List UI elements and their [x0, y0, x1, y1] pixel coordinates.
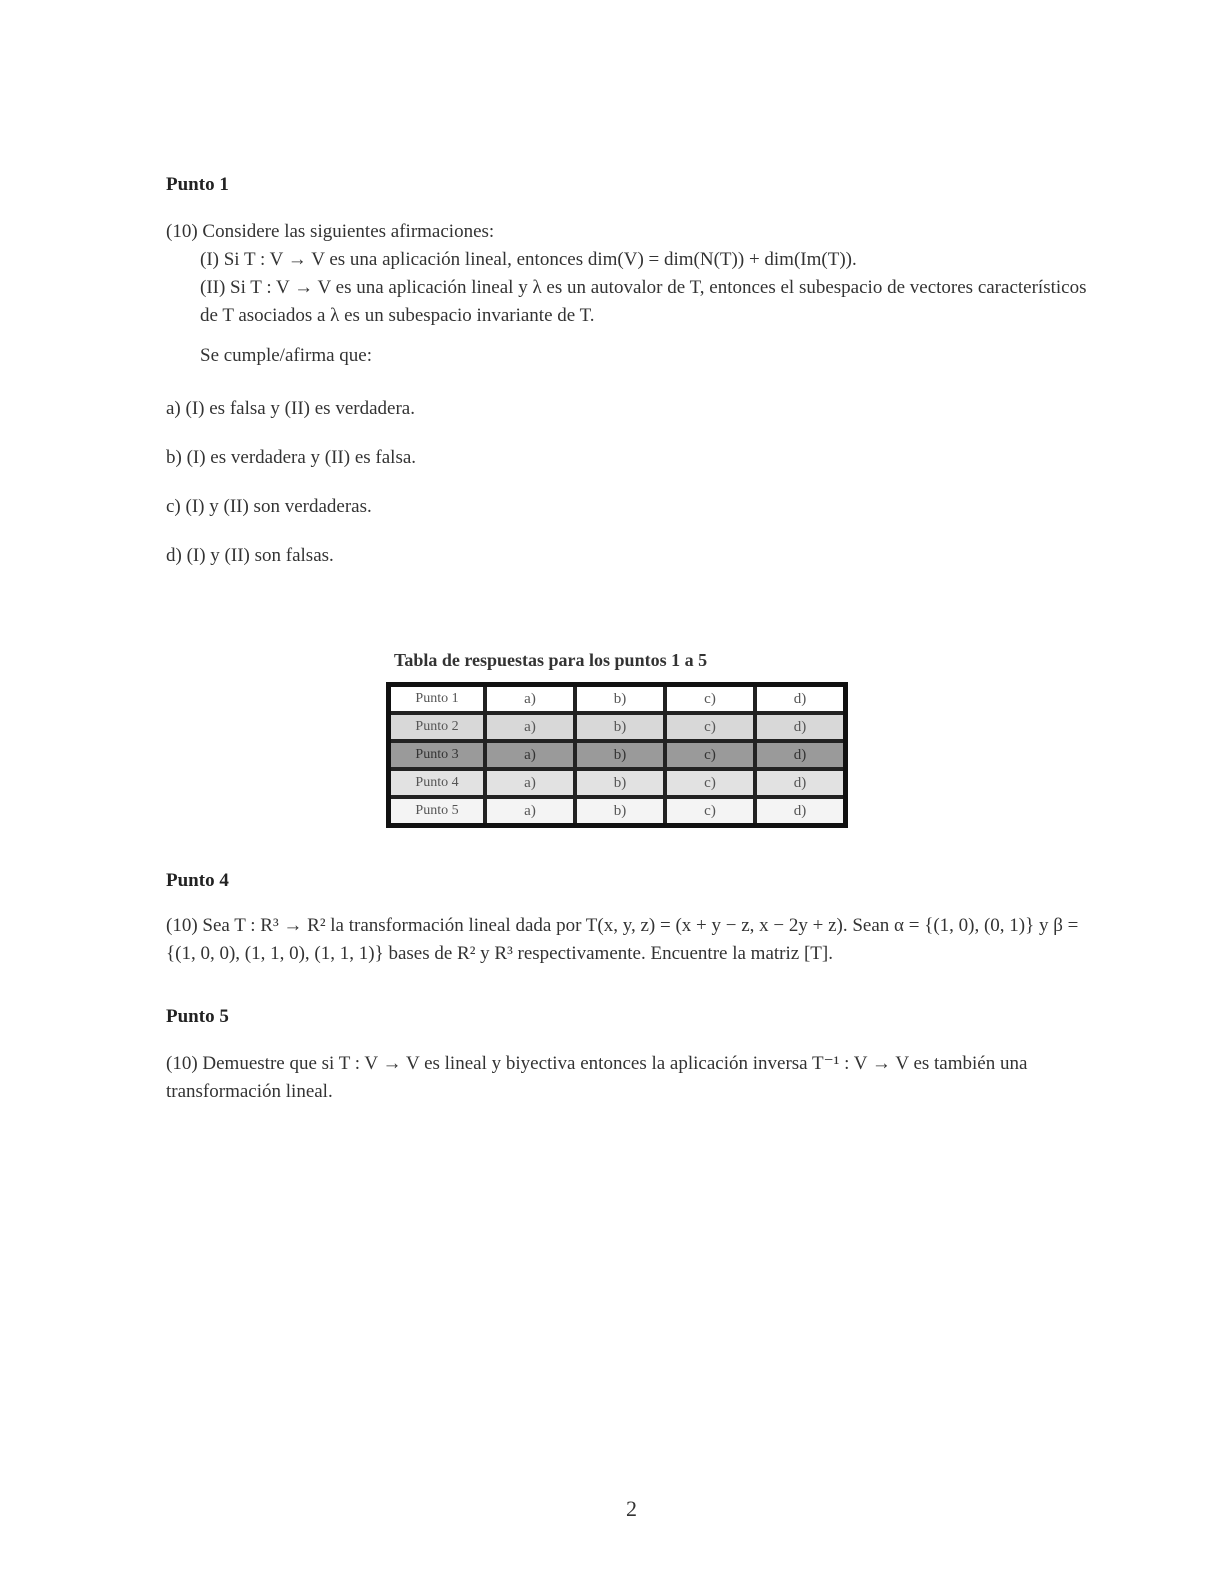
option-a: a) (I) es falsa y (II) es verdadera. [166, 398, 415, 419]
page-number: 2 [626, 1496, 637, 1521]
answer-cell: b) [575, 713, 665, 741]
answer-table [386, 682, 848, 828]
answer-cell: c) [665, 685, 755, 714]
punto5-text: (10) Demuestre que si T : V → V es lineal y biyectiva entonces la aplicación inversa T⁻¹ : V → V es también una transformación lineal. [166, 1053, 1028, 1102]
answer-cell: a) [485, 797, 575, 826]
answer-cell: b) [575, 741, 665, 769]
option-c: c) (I) y (II) son verdaderas. [166, 496, 372, 517]
answer-cell: d) [755, 797, 846, 826]
table-row [389, 685, 846, 714]
punto1-prompt: Se cumple/afirma que: [200, 345, 372, 366]
answer-cell: c) [665, 741, 755, 769]
answer-cell: a) [485, 769, 575, 797]
affirmation-1: (I) Si T : V → V es una aplicación lineal, entonces dim(V) = dim(N(T)) + dim(Im(T)). [200, 249, 857, 270]
option-d: d) (I) y (II) son falsas. [166, 545, 334, 566]
punto4-heading: Punto 4 [166, 870, 229, 891]
answer-cell: a) [485, 685, 575, 714]
punto1-heading: Punto 1 [166, 174, 229, 195]
row-label: Punto 1 [389, 685, 486, 714]
option-b: b) (I) es verdadera y (II) es falsa. [166, 447, 417, 468]
answer-cell: d) [755, 741, 846, 769]
row-label: Punto 2 [389, 713, 486, 741]
table-row [389, 713, 846, 741]
punto1-intro: (10) Considere las siguientes afirmaciones: [166, 221, 495, 242]
answer-cell: b) [575, 797, 665, 826]
table-caption: Tabla de respuestas para los puntos 1 a 5 [394, 650, 708, 670]
answer-cell: a) [485, 713, 575, 741]
answer-cell: d) [755, 685, 846, 714]
punto4-text: (10) Sea T : R³ → R² la transformación lineal dada por T(x, y, z) = (x + y − z, x − 2y + z). Sean α = {(1, 0), (0, 1)} y β = {(1, 0, 0), (1, 1, 0), (1, 1, 1)} bases de R² y R³ respectivamente. Encuentre la matriz [T]. [166, 915, 1079, 964]
punto1-statement [166, 218, 1106, 330]
punto5-heading: Punto 5 [166, 1006, 229, 1027]
answer-cell: c) [665, 797, 755, 826]
answer-cell: d) [755, 769, 846, 797]
row-label: Punto 3 [389, 741, 486, 769]
answer-cell: b) [575, 685, 665, 714]
answer-cell: c) [665, 769, 755, 797]
affirmation-2: (II) Si T : V → V es una aplicación lineal y λ es un autovalor de T, entonces el subespacio de vectores característicos de T asociados a λ es un subespacio invariante de T. [200, 277, 1087, 326]
table-row [389, 769, 846, 797]
row-label: Punto 5 [389, 797, 486, 826]
answer-cell: a) [485, 741, 575, 769]
answer-cell: c) [665, 713, 755, 741]
answer-cell: d) [755, 713, 846, 741]
table-row [389, 797, 846, 826]
answer-cell: b) [575, 769, 665, 797]
table-row [389, 741, 846, 769]
row-label: Punto 4 [389, 769, 486, 797]
